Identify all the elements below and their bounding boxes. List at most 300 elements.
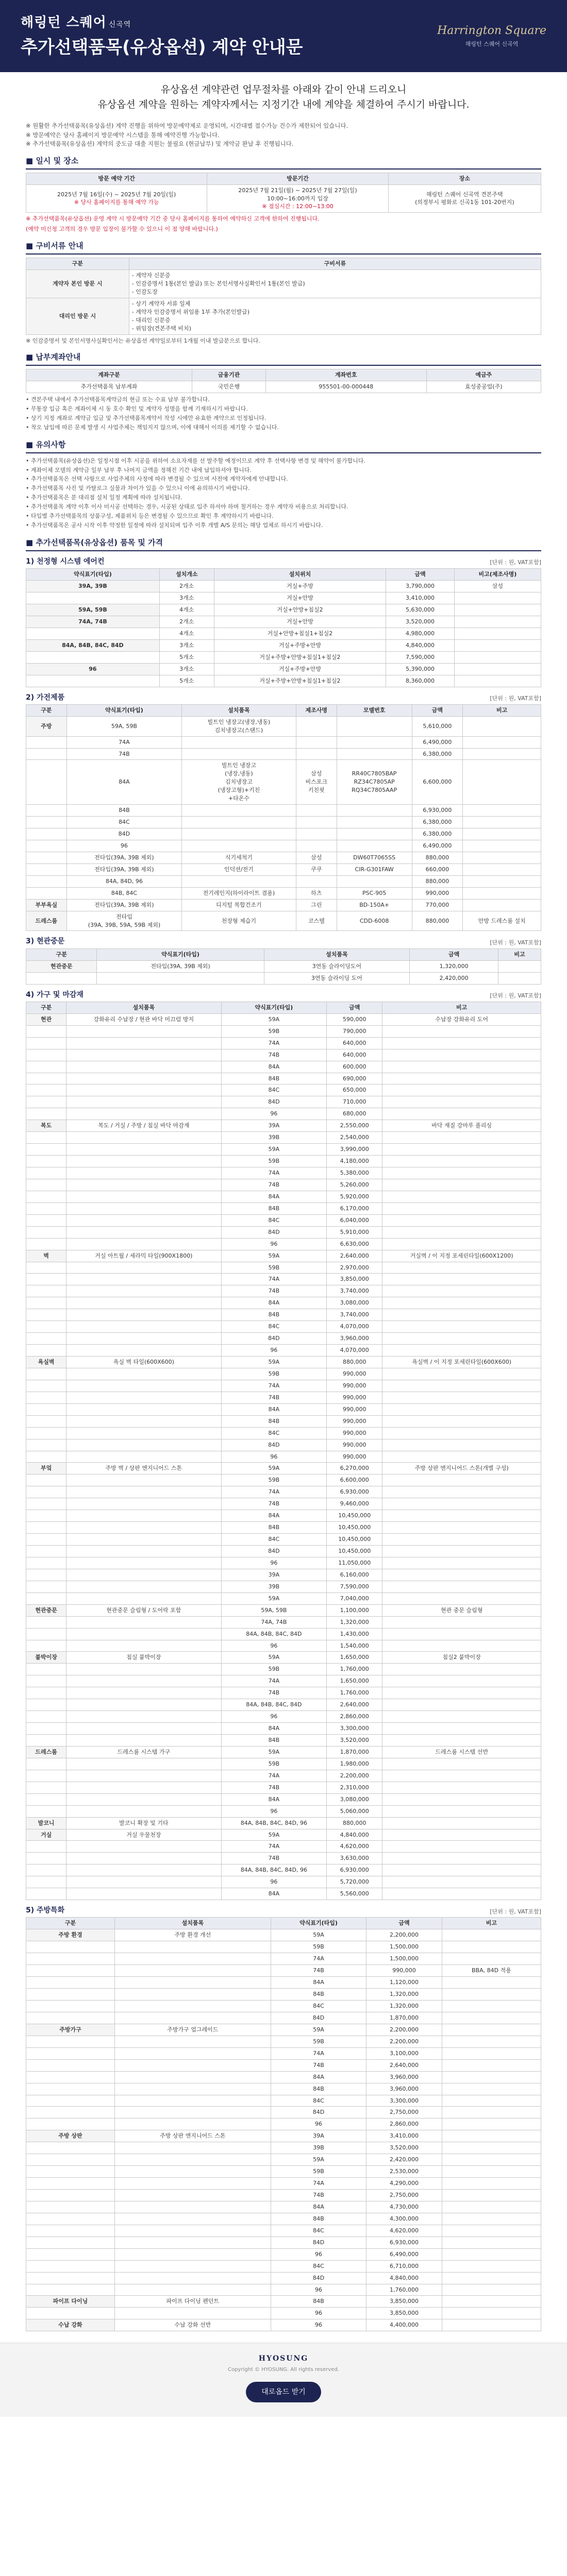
table-cell: 10,450,000 [327, 1510, 382, 1522]
documents-section: ■ 구비서류 안내 구분 구비서류 계약자 본인 방문 시 - 계약자 신분증 - 인감증명서 1통(본인 발급) 또는 본인서명사실확인서 1통(본인 발급) - 인감도장 대리인 방문 시 - 상기 계약자 서류 일체 - 계약자 인감증명서 위임용 1부 추가(본인발급) - 대리인 신분증 - 위임장(견본주택 비치) ※ 인감증명서 및 본인서명사실확인서는 유상옵션 계약일로부터 1개월 이내 발급분으로 합니다. [26, 241, 541, 345]
table-cell: 59B [271, 1941, 366, 1953]
table-cell: 59A [271, 1929, 366, 1941]
table-cell [26, 1510, 66, 1522]
table-cell [463, 852, 541, 863]
table-cell: 거실+안방 [214, 616, 386, 628]
table-row [26, 863, 541, 875]
table-cell [26, 1965, 115, 1977]
table-cell: 1,650,000 [327, 1652, 382, 1664]
table-cell [26, 1226, 66, 1238]
table-cell: 4,980,000 [386, 628, 455, 639]
table-cell [26, 2166, 115, 2178]
table-cell [442, 2236, 541, 2248]
table-row [26, 1061, 541, 1073]
caution-section: ■ 유의사항 • 추가선택품목(유상옵션)은 일정시점 이후 시공을 위하여 소요자재를 선 발주할 예정이므로 계약 후 선택사항 변경 및 해약이 불가합니다. • 계좌이체 모델의 계약금 일부 납부 후 나머지 금액을 정해진 기간 내에 납입하셔야 합니다. • 추가선택품목은 선택 사항으로 사업주체의 사정에 따라 변경될 수 있으며 사전에 계약자에게 안내합니다. • 추가선택품목 사진 및 카탈로그 실물과 차이가 있을 수 있으니 이에 유의하시기 바랍니다. • 추가선택품목은 분 대리점 설치 일정 계획에 따라 설치됩니다. • 추가선택품목 계약 이후 이사 미시공 선택하는 경우, 시공된 상태로 입주 하셔야 하며 철거하는 경우 계약자 비용으로 처리합니다. • 타입별 추가선택품목의 상품구성, 제품위치 등은 변경될 수 있으므로 확인 후 계약하시기 바랍니다. • 추가선택품목은 공사 시작 이후 약정한 일정에 따라 설치되며 입주 이후 개별 A/S 문의는 해당 업체로 하시기 바랍니다. [26, 439, 541, 530]
table-cell: 2,200,000 [327, 1770, 382, 1782]
table-cell: 3개소 [159, 639, 214, 651]
table-cell [26, 2012, 115, 2024]
table-cell [66, 1427, 221, 1439]
table-header: 설치품목 [181, 704, 296, 716]
table-cell [66, 1853, 221, 1865]
table-cell: 2개소 [159, 581, 214, 592]
table-cell: 990,000 [327, 1427, 382, 1439]
table-cell [442, 2024, 541, 2036]
table-cell: 5,920,000 [327, 1191, 382, 1202]
table-cell [454, 628, 541, 639]
table-cell: 84A [271, 2201, 366, 2213]
table-cell: 빌트인 냉장고 (냉장,냉동) 김치냉장고 (냉장고형)+키친 +타온수 [181, 760, 296, 805]
table-cell: 84B [221, 1202, 327, 1214]
table-row [26, 887, 541, 899]
table-cell: 74B [221, 1179, 327, 1191]
table-cell [442, 2213, 541, 2225]
table-cell [66, 1167, 221, 1179]
table-row [26, 1238, 541, 1250]
table-cell [442, 2308, 541, 2319]
table-cell: 790,000 [327, 1025, 382, 1037]
table-cell [454, 592, 541, 604]
table-cell: 84C [221, 1214, 327, 1226]
table-cell [454, 639, 541, 651]
table-cell [66, 1782, 221, 1793]
table-cell [382, 1380, 541, 1392]
table-cell: 2,860,000 [366, 2119, 442, 2130]
table-row [26, 1250, 541, 1262]
table-cell [382, 1025, 541, 1037]
table-cell: 59A, 59B [221, 1604, 327, 1616]
table-cell [66, 1037, 221, 1049]
table-cell: 쿠쿠 [296, 863, 337, 875]
table-cell [114, 1953, 271, 1965]
table-cell [454, 663, 541, 675]
table-cell [114, 2107, 271, 2119]
table-cell: 1,980,000 [327, 1758, 382, 1770]
table-cell [382, 1723, 541, 1735]
table-cell [114, 2308, 271, 2319]
table-cell: 96 [221, 1557, 327, 1569]
table-cell [66, 1865, 221, 1876]
table-cell: 강화유리 수납장 / 현관 바닥 미끄럼 방지 [66, 1013, 221, 1025]
table-cell: 96 [221, 1345, 327, 1357]
table-cell: 59A [221, 1463, 327, 1475]
table-cell [26, 1415, 66, 1427]
table-row [26, 1805, 541, 1817]
table-row [26, 1965, 541, 1977]
table-cell: CIR-G301FAW [337, 863, 412, 875]
table-cell [26, 1486, 66, 1498]
table-cell: 990,000 [327, 1451, 382, 1463]
table-row [26, 760, 541, 805]
table-cell: 96 [221, 1805, 327, 1817]
table-cell [382, 1285, 541, 1297]
table-cell: 부엌 [26, 1463, 66, 1475]
intro-notes: ※ 원활한 추가선택품목(유상옵션) 계약 진행을 위하여 방문예약제로 운영되며, 시간대별 접수가능 건수가 제한되어 있습니다. ※ 방문예약은 당사 홈페이지 방문예약 시스템을 통해 예약진행 가능합니다. ※ 추가선택품목(유상옵션) 계약의 중도금 대출 지원는 불필요 (현금납부) 및 계약금 완납 후 진행됩니다. [26, 122, 348, 148]
table-cell: 84C [271, 2095, 366, 2107]
table-cell: 96 [221, 1876, 327, 1888]
table-cell: 6,600,000 [327, 1475, 382, 1486]
table-cell [66, 1888, 221, 1900]
table-header: 비고 [442, 1918, 541, 1929]
table-row [26, 2012, 541, 2024]
table-cell: 96 [26, 663, 160, 675]
table-cell: 96 [271, 2319, 366, 2331]
table-cell [26, 2213, 115, 2225]
table-row [26, 1652, 541, 1664]
download-button[interactable]: 대로옵드 받기 [246, 2382, 321, 2402]
table-cell [181, 736, 296, 748]
table-cell [26, 2095, 115, 2107]
table-row [26, 2107, 541, 2119]
table-cell [463, 760, 541, 805]
table-cell [66, 1475, 221, 1486]
table-cell [26, 1132, 66, 1144]
table-row [26, 1628, 541, 1640]
table-cell: 84D [271, 2236, 366, 2248]
table-cell [382, 1888, 541, 1900]
table-cell [26, 875, 67, 887]
table-cell: 수납 강화 [26, 2319, 115, 2331]
table-cell [26, 1427, 66, 1439]
table-cell: 발코니 확장 및 기타 [66, 1817, 221, 1829]
table-cell [66, 1333, 221, 1345]
table-cell [26, 1888, 66, 1900]
table-cell: 990,000 [366, 1965, 442, 1977]
table-cell: 74A [221, 1675, 327, 1687]
table-row [26, 2213, 541, 2225]
table-cell [66, 1179, 221, 1191]
table-cell: 전타입 (39A, 39B, 59A, 59B 제외) [66, 911, 181, 931]
table-cell [26, 1805, 66, 1817]
table-cell: 10,450,000 [327, 1534, 382, 1546]
table-cell: 96 [271, 2308, 366, 2319]
table-cell: 96 [221, 1640, 327, 1652]
table-row [26, 2178, 541, 2190]
table-cell: 주방 [26, 716, 67, 736]
table-cell: 74A, 74B [26, 616, 160, 628]
table-row [26, 1049, 541, 1061]
table-cell: 드레스룸 [26, 1746, 66, 1758]
table-cell: 84D [221, 1333, 327, 1345]
table-header: 설치품목 [66, 1002, 221, 1013]
table-row [26, 1403, 541, 1415]
table-cell: 1,320,000 [366, 1989, 442, 2001]
table-cell [26, 2047, 115, 2059]
table-cell: 96 [271, 2248, 366, 2260]
table-cell [114, 2119, 271, 2130]
table-cell: 59A [221, 1746, 327, 1758]
table-cell [66, 1345, 221, 1357]
kitchen-table [26, 1917, 541, 2331]
table-row [26, 675, 541, 687]
table-cell: 84D [271, 2012, 366, 2024]
table-cell [26, 1439, 66, 1451]
table-cell [382, 1510, 541, 1522]
table-cell: 39A [221, 1569, 327, 1581]
table-cell [26, 1167, 66, 1179]
table-cell: 84A, 84B, 84C, 84D [26, 639, 160, 651]
table-header: 구분 [26, 1002, 66, 1013]
table-cell [114, 2047, 271, 2059]
table-row [26, 1084, 541, 1096]
table-cell: 8,360,000 [386, 675, 455, 687]
table-cell [442, 2059, 541, 2071]
table-cell [26, 1557, 66, 1569]
table-cell [26, 2248, 115, 2260]
table-cell: 84B [271, 2083, 366, 2095]
table-row [26, 2142, 541, 2154]
table-cell: 74A [221, 1167, 327, 1179]
table-cell [382, 1805, 541, 1817]
table-cell: 3,100,000 [366, 2047, 442, 2059]
table-cell: 발코니 [26, 1817, 66, 1829]
table-cell [26, 1380, 66, 1392]
table-cell: 6,490,000 [412, 736, 463, 748]
table-cell [442, 2225, 541, 2236]
table-cell: BD-150A+ [337, 899, 412, 911]
intro-text: 유상옵션 계약관련 업무절차를 아래와 같이 안내 드리오니 유상옵션 계약을 원하는 계약자께서는 지정기간 내에 계약을 체결하여 주시기 바랍니다. [97, 84, 470, 111]
table-header: 비고(제조사명) [454, 569, 541, 581]
table-row [26, 1297, 541, 1309]
page-title: 추가선택품목(유상옵션) 계약 안내문 [21, 37, 303, 58]
table-cell [26, 2272, 115, 2284]
table-row [26, 2166, 541, 2178]
documents-table: 구분 구비서류 계약자 본인 방문 시 - 계약자 신분증 - 인감증명서 1통(본인 발급) 또는 본인서명사실확인서 1통(본인 발급) - 인감도장 대리인 방문 시 - 상기 계약자 서류 일체 - 계약자 인감증명서 위임용 1부 추가(본인발급) - 대리인 신분증 - 위임장(견본주택 비치) [26, 258, 541, 335]
table-cell [114, 2166, 271, 2178]
table-cell [114, 2213, 271, 2225]
table-cell: 2,530,000 [366, 2166, 442, 2178]
table-cell: 복도 / 거실 / 주방 / 침실 바닥 마감재 [66, 1120, 221, 1132]
table-row [26, 716, 541, 736]
table-cell: 3,850,000 [366, 2308, 442, 2319]
table-cell: 6,600,000 [412, 760, 463, 805]
table-cell [114, 2201, 271, 2213]
table-cell: 10,450,000 [327, 1546, 382, 1557]
table-cell: 파이프 다이닝 펜던트 [114, 2296, 271, 2308]
table-cell [26, 2071, 115, 2083]
table-cell [114, 1965, 271, 1977]
table-row [26, 1144, 541, 1156]
table-cell [66, 1510, 221, 1522]
table-cell [296, 736, 337, 748]
table-row [26, 1156, 541, 1167]
table-cell [442, 2166, 541, 2178]
table-cell [498, 960, 541, 972]
table-row [26, 2024, 541, 2036]
table-cell: 4,840,000 [366, 2272, 442, 2284]
table-cell: 770,000 [412, 899, 463, 911]
table-cell [114, 2012, 271, 2024]
table-cell: 거실 우물천장 [66, 1829, 221, 1841]
table-cell [181, 748, 296, 760]
table-cell [26, 1876, 66, 1888]
table-cell: 2,200,000 [366, 1929, 442, 1941]
table-row [26, 2319, 541, 2331]
table-cell [382, 1061, 541, 1073]
table-row [26, 1368, 541, 1380]
table-cell: 주방 환경 개선 [114, 1929, 271, 1941]
table-cell [296, 828, 337, 840]
table-cell: 74B [221, 1392, 327, 1403]
table-cell: 현관 [26, 1013, 66, 1025]
table-cell [114, 2178, 271, 2190]
table-row [26, 1546, 541, 1557]
table-cell [442, 2142, 541, 2154]
table-cell: 5,630,000 [386, 604, 455, 616]
table-cell: 1,320,000 [410, 960, 498, 972]
table-cell [463, 840, 541, 852]
table-cell [26, 1297, 66, 1309]
table-cell: 84C [271, 2001, 366, 2012]
table-cell [26, 2107, 115, 2119]
table-row [26, 1321, 541, 1333]
table-cell: 84B [221, 1073, 327, 1084]
table-cell [26, 2190, 115, 2201]
table-cell: 59B [221, 1262, 327, 1274]
table-cell [382, 1096, 541, 1108]
table-cell [26, 840, 67, 852]
table-cell [26, 1782, 66, 1793]
table-cell [26, 972, 97, 984]
table-cell [26, 1592, 66, 1604]
table-cell: 59B [271, 2036, 366, 2047]
table-cell [66, 1084, 221, 1096]
table-cell: 4,840,000 [327, 1829, 382, 1841]
table-cell: 2,860,000 [327, 1711, 382, 1723]
table-cell [26, 2225, 115, 2236]
table-cell [181, 817, 296, 828]
table-cell: 96 [221, 1451, 327, 1463]
table-cell: 96 [271, 2284, 366, 2296]
table-cell: 74B [66, 748, 181, 760]
table-cell [454, 616, 541, 628]
table-cell: 5개소 [159, 651, 214, 663]
table-cell: 3개소 [159, 663, 214, 675]
table-cell: 640,000 [327, 1049, 382, 1061]
table-cell [442, 2095, 541, 2107]
table-cell: 84B [221, 1735, 327, 1747]
table-cell [442, 2260, 541, 2272]
table-cell [66, 1403, 221, 1415]
table-cell: 74A [66, 736, 181, 748]
table-cell [382, 1628, 541, 1640]
table-row [26, 1977, 541, 1989]
table-row [26, 2001, 541, 2012]
table-cell [66, 1616, 221, 1628]
table-cell [382, 1534, 541, 1546]
table-cell: 6,160,000 [327, 1569, 382, 1581]
table-cell [382, 1782, 541, 1793]
table-cell: 84A, 84B, 84C, 84D [221, 1628, 327, 1640]
table-cell [382, 1084, 541, 1096]
table-row [26, 1888, 541, 1900]
table-cell: 3,080,000 [327, 1297, 382, 1309]
table-cell: 74A [271, 1953, 366, 1965]
table-row [26, 2036, 541, 2047]
table-cell [382, 1049, 541, 1061]
table-header: 약식표기(타입) [97, 948, 264, 960]
table-cell [382, 1876, 541, 1888]
table-cell [442, 1953, 541, 1965]
table-cell [114, 1989, 271, 2001]
table-cell [442, 2130, 541, 2142]
table-cell: 84D [221, 1439, 327, 1451]
table-cell: 3,300,000 [327, 1723, 382, 1735]
table-cell: 59B [221, 1664, 327, 1675]
table-cell [442, 2012, 541, 2024]
table-row [26, 1427, 541, 1439]
table-cell [382, 1403, 541, 1415]
options-section: ■ 추가선택품목(유상옵션) 품목 및 가격 1) 천정형 시스템 에어컨 [단위 : 원, VAT포함] 약식표기(타입) 설치개소 설치위치 금액 비고(제조사명) 39A, 39B 2개소 거실+주방 3,790,000 삼성 3개소 거실+안방 3,410,000 59A, 59B 4개소 거실+안방+침실2 5,630,000 74A, 74B 2개소 거실+안방 3,520,000 4개소 거실+안방+침실1+침실2 4,980,000 84A, 84B, 84C, 84D 3개소 거실+주방+안방 4,840,000 5개소 거실+주방+안방+침실1+침실2 7,590,000 96 3개소 거실+주방+안방 5,390,000 5개소 거실+주방+안방+침실1+침실2 8,360,000 2) 가전제품 [단위 : 원, VAT포함] 구분 약식표기(타입) 설치품목 제조사명 모델번호 금액 비고 주방 59A, 59B 빌트인 냉장고(냉장,냉동) 김치냉장고(스탠드) 5,610,000 74A 6,490,000 74B 6,380,000 84A 빌트인 냉장고 (냉장,냉동) 김치냉장고 (냉장고형)+키친 +타온수 삼성 비스포크 키친핏 RR40C7805BAP RZ34C7805AP RQ34C7805AAP 6,600,000 84B 6,930,000 84C 6,380,000 84D 6,380,000 96 6,490,000 전타입(39A, 39B 제외) 식기세척기 삼성 DW60T7065SS 880,000 전타입(39A, 39B 제외) 인덕션/전기 쿠쿠 CIR-G301FAW 660,000 84A, 84D, 96 880,000 84B, 84C 전기레인지(하이라이트 겸용) 하츠 PSC-905 990,000 부부욕실 전타입(39A, 39B 제외) 디지털 복합건조기 그린 BD-150A+ 770,000 드레스룸 전타입 (39A, 39B, 59A, 59B 제외) 천장형 제습기 코스텔 CDD-6008 880,000 안방 드레스룸 설치 3) 현관중문 [단위 : 원, VAT포함] 구분 약식표기(타입) 설치품목 금액 비고 현관중문 전타입(39A, 39B 제외) 3연동 슬라이딩도어 1,320,000 3연동 슬라이딩 도어 2,420,000 4) 가구 및 마감재 [단위 : 원, VAT포함] 구분 설치품목 약식표기(타입) 금액 비고 현관 강화유리 수납장 / 현관 바닥 미끄럼 방지 59A 590,000 수납장 강화유리 도어 59B 790,000 74A 640,000 74B 640,000 84A 600,000 84B 690,000 84C 650,000 84D 710,000 96 680,000 복도 복도 / 거실 / 주방 / 침실 바닥 마감재 39A 2,550,000 바닥 재질 강마루 폴리싱 39B 2,540,000 59A 3,990,000 59B 4,180,000 74A 5,380,000 74B 5,260,000 84A 5,920,000 84B 6,170,000 84C 6,040,000 84D 5,910,000 96 6,630,000 벽 거실 아트월 / 세라믹 타일(900X1800) 59A 2,640,000 거실벽 / 이 지정 포세린타일(600X1200) 59B 2,970,000 74A 3,850,000 74B 3,740,000 84A 3,080,000 84B 3,740,000 84C 4,070,000 84D 3,960,000 96 4,070,000 욕실벽 욕실 벽 타일(600X600) 59A 880,000 욕실벽 / 이 지정 포세린타일(600X600) 59B 990,000 74A 990,000 74B 990,000 84A 990,000 84B 990,000 84C 990,000 84D 990,000 96 990,000 부엌 주방 벽 / 상판 엔지니어드 스톤 59A 6,270,000 주방 상판 엔지니어드 스톤(개별 구성) 59B 6,600,000 74A 6,930,000 74B 9,460,000 84A 10,450,000 84B 10,450,000 84C 10,450,000 84D 10,450,000 96 11,050,000 39A 6,160,000 39B 7,590,000 59A 7,040,000 현관중문 현관중문 슬림형 / 도어락 포함 59A, 59B 1,100,000 현관 중문 슬림형 74A, 74B 1,320,000 84A, 84B, 84C, 84D 1,430,000 96 1,540,000 붙박이장 침실 붙박이장 59A 1,650,000 침실2 붙박이장 59B 1,760,000 74A 1,650,000 74B 1,760,000 84A, 84B, 84C, 84D 2,640,000 96 2,860,000 84A 3,300,000 84B 3,520,000 드레스룸 드레스룸 시스템 가구 59A 1,870,000 드레스룸 시스템 선반 59B 1,980,000 74A 2,200,000 74B 2,310,000 84A 3,080,000 96 5,060,000 발코니 발코니 확장 및 기타 84A, 84B, 84C, 84D, 96 880,000 거실 거실 우물천장 59A 4,840,000 74A 4,620,000 74B 3,630,000 84A, 84B, 84C, 84D, 96 6,930,000 96 5,720,000 84A 5,560,000 5) 주방특화 [단위 : 원, VAT포함] 구분 설치품목 약식표기(타입) 금액 비고 주방 환경 주방 환경 개선 59A 2,200,000 59B 1,500,000 74A 1,500,000 74B 990,000 BBA, 84D 적용 84A 1,120,000 84B 1,320,000 84C 1,320,000 84D 1,870,000 주방가구 주방가구 업그레이드 59A 2,200,000 59B 2,200,000 74A 3,100,000 74B 2,640,000 84A 3,960,000 84B 3,960,000 84C 3,300,000 84D 2,750,000 96 2,860,000 주방 상판 주방 상판 엔지니어드 스톤 39A 3,410,000 39B 3,520,000 59A 2,420,000 59B 2,530,000 74A 4,290,000 74B 2,750,000 84A 4,730,000 84B 4,300,000 84C 4,620,000 84D 6,930,000 96 6,490,000 84C 6,710,000 84D 4,840,000 96 1,760,000 파이프 다이닝 파이프 다이닝 펜던트 84B 3,850,000 96 3,850,000 수납 강화 수납 강화 선반 96 4,400,000 [26, 537, 541, 2331]
table-cell [114, 2248, 271, 2260]
table-cell [337, 805, 412, 817]
table-cell [442, 1977, 541, 1989]
table-cell: 11,050,000 [327, 1557, 382, 1569]
table-cell: 10,450,000 [327, 1522, 382, 1534]
table-cell: 84A, 84B, 84C, 84D, 96 [221, 1817, 327, 1829]
table-cell [26, 1309, 66, 1321]
table-cell: 거실+주방+안방 [214, 639, 386, 651]
table-cell [382, 1451, 541, 1463]
table-cell: 주방가구 [26, 2024, 115, 2036]
table-cell: 욕실 벽 타일(600X600) [66, 1357, 221, 1368]
table-cell: 710,000 [327, 1096, 382, 1108]
table-row [26, 1025, 541, 1037]
table-cell [442, 2248, 541, 2260]
table-cell [26, 1179, 66, 1191]
table-cell [26, 1581, 66, 1592]
table-cell [382, 1191, 541, 1202]
table-header: 금액 [386, 569, 455, 581]
table-cell [382, 1865, 541, 1876]
table-cell [26, 1723, 66, 1735]
table-row [26, 1226, 541, 1238]
table-row [26, 581, 541, 592]
table-cell: 3,520,000 [327, 1735, 382, 1747]
table-cell [66, 1061, 221, 1073]
table-cell [26, 2036, 115, 2047]
table-cell [337, 748, 412, 760]
table-cell [114, 2260, 271, 2272]
table-cell [296, 805, 337, 817]
table-cell [66, 1202, 221, 1214]
table-cell: 3개소 [159, 592, 214, 604]
table-cell [26, 863, 67, 875]
table-cell: 84C [221, 1534, 327, 1546]
table-cell: 84D [221, 1226, 327, 1238]
table-cell [382, 1427, 541, 1439]
table-cell: 2,420,000 [366, 2154, 442, 2166]
table-cell [66, 1592, 221, 1604]
table-cell: 59A [221, 1144, 327, 1156]
table-cell: 거실+안방+침실1+침실2 [214, 628, 386, 639]
table-cell [382, 1793, 541, 1805]
table-cell [26, 1841, 66, 1853]
table-cell [382, 1592, 541, 1604]
table-cell: 84A [66, 760, 181, 805]
table-cell: 드레스룸 시스템 가구 [66, 1746, 221, 1758]
table-row [26, 1953, 541, 1965]
table-header: 설치품목 [264, 948, 409, 960]
table-cell: 59B [221, 1156, 327, 1167]
table-cell: 74A, 74B [221, 1616, 327, 1628]
table-cell: 복도 [26, 1120, 66, 1132]
table-cell [498, 972, 541, 984]
table-cell: 7,590,000 [386, 651, 455, 663]
table-row [26, 616, 541, 628]
table-cell [26, 1061, 66, 1073]
table-cell: 4,290,000 [366, 2178, 442, 2190]
table-cell [382, 1475, 541, 1486]
